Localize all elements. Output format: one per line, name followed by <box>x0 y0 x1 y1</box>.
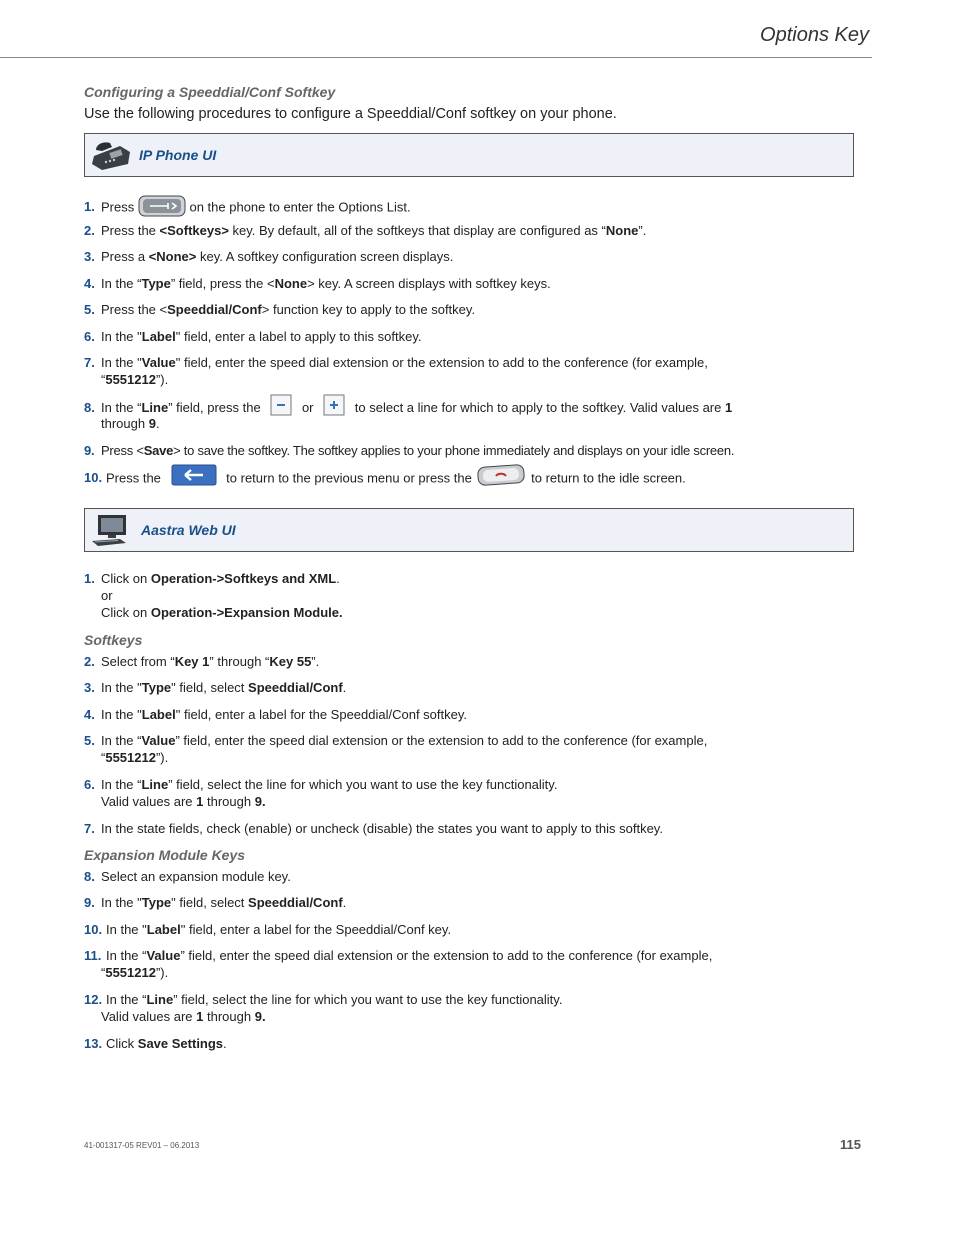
computer-icon <box>90 513 132 554</box>
web-step-8: 8. Select an expansion module key. <box>84 869 291 884</box>
ip-phone-ui-box <box>84 133 854 177</box>
back-arrow-key-icon <box>171 464 217 494</box>
page-header-title: Options Key <box>760 24 869 46</box>
options-key-icon <box>138 195 186 221</box>
web-step-10: 10. In the "Label" field, enter a label for the Speeddial/Conf key. <box>84 922 452 937</box>
desk-phone-icon <box>90 138 132 177</box>
expansion-module-keys-subtitle: Expansion Module Keys <box>84 847 246 863</box>
softkeys-subtitle: Softkeys <box>84 632 143 648</box>
section-title: Configuring a Speeddial/Conf Softkey <box>84 84 336 100</box>
ip-step-1: 1. Press on the phone to enter the Options List. <box>84 195 764 221</box>
web-step-6: 6. In the “Line” field, select the line for which you want to use the key functionality. Valid values are 1 through 9. <box>84 777 558 809</box>
header-rule <box>0 57 872 58</box>
web-step-9: 9. In the "Type" field, select Speeddial/Conf. <box>84 895 347 910</box>
footer-doc-id: 41-001317-05 REV01 – 06.2013 <box>84 1141 200 1150</box>
web-step-2: 2. Select from “Key 1” through “Key 55”. <box>84 654 320 669</box>
ip-step-8-cont: through 9. <box>101 416 160 431</box>
web-step-5: 5. In the “Value” field, enter the speed dial extension or the extension to add to the conference (for example, “5551212”). <box>84 733 708 765</box>
ip-phone-ui-label: IP Phone UI <box>139 147 217 163</box>
web-step-7: 7. In the state fields, check (enable) or uncheck (disable) the states you want to apply to this softkey. <box>84 821 663 836</box>
ip-step-6: 6. In the "Label" field, enter a label to apply to this softkey. <box>84 329 422 344</box>
web-step-11: 11. In the “Value” field, enter the speed dial extension or the extension to add to the conference (for example, “5551212”). <box>84 948 713 980</box>
ip-step-2: 2. Press the <Softkeys> key. By default, all of the softkeys that display are configured as “None”. <box>84 223 647 238</box>
web-step-4: 4. In the "Label" field, enter a label for the Speeddial/Conf softkey. <box>84 707 468 722</box>
aastra-web-ui-label: Aastra Web UI <box>141 522 236 538</box>
ip-step-5: 5. Press the <Speeddial/Conf> function key to apply to the softkey. <box>84 302 476 317</box>
web-step-13: 13. Click Save Settings. <box>84 1036 227 1051</box>
ip-step-3: 3. Press a <None> key. A softkey configuration screen displays. <box>84 249 454 264</box>
ip-step-9: 9. Press <Save> to save the softkey. The softkey applies to your phone immediately and displays on your idle screen. <box>84 443 735 458</box>
ip-step-4: 4. In the “Type” field, press the <None> key. A screen displays with softkey keys. <box>84 276 551 291</box>
web-step-3: 3. In the "Type" field, select Speeddial/Conf. <box>84 680 347 695</box>
goodbye-key-icon <box>477 464 525 494</box>
section-intro: Use the following procedures to configure a Speeddial/Conf softkey on your phone. <box>84 106 617 122</box>
footer-page-number: 115 <box>840 1137 861 1152</box>
ip-step-10: 10. Press the to return to the previous menu or press the to return to the idle screen. <box>84 464 764 494</box>
ip-step-8: 8. In the “Line” field, press the or to select a line for which to apply to the softkey. Valid values are 1 <box>84 394 764 423</box>
web-step-12: 12. In the “Line” field, select the line for which you want to use the key functionality. Valid values are 1 through 9. <box>84 992 563 1024</box>
web-step-1: 1. Click on Operation->Softkeys and XML. or Click on Operation->Expansion Module. <box>84 571 343 620</box>
ip-step-7: 7. In the "Value" field, enter the speed dial extension or the extension to add to the conference (for example, “5551212”). <box>84 355 708 387</box>
aastra-web-ui-box <box>84 508 854 552</box>
